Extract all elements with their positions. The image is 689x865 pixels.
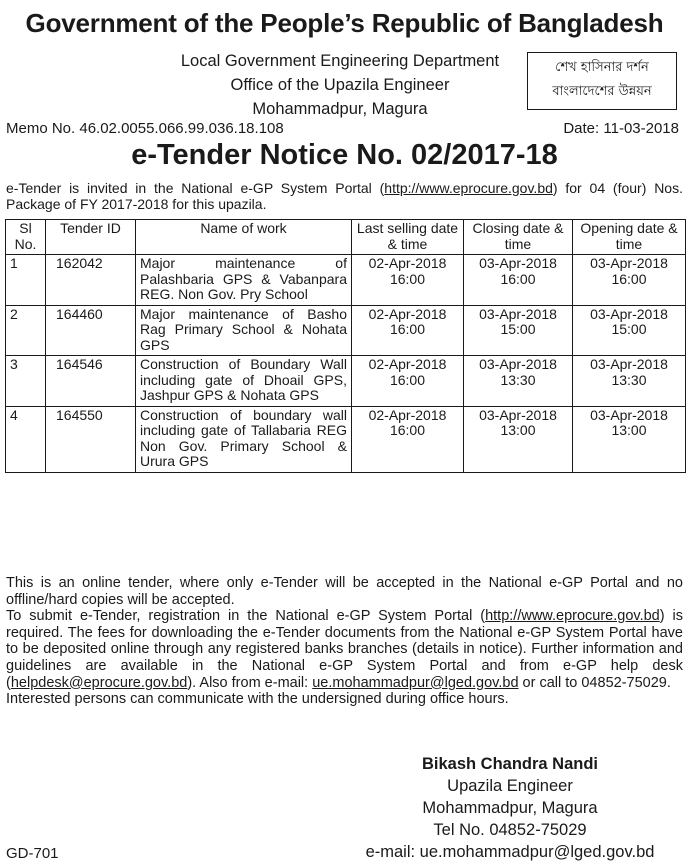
table-row [6, 255, 686, 306]
notice-date [563, 120, 679, 137]
email-label: e-mail: [365, 843, 416, 861]
cell-work: Construction of boundary wall including gate of Tallabaria REG Non Gov. Primary School & Urura GPS [136, 406, 352, 472]
cell-closing: 03-Apr-2018 15:00 [464, 305, 573, 356]
intro-text-before: e-Tender is invited in the National e-GP System Portal ( [6, 180, 385, 196]
intro-paragraph [6, 180, 683, 212]
table-row [6, 356, 686, 407]
motto-box [527, 52, 677, 110]
egp-portal-link[interactable]: http://www.eprocure.gov.bd [384, 180, 553, 196]
date-label: Date: [563, 120, 600, 137]
table-header-row [6, 220, 686, 255]
memo-label: Memo No. [6, 120, 76, 137]
col-header-tender-id: Tender ID [46, 220, 136, 255]
online-only-paragraph: This is an online tender, where only e-Tender will be accepted in the National e-GP Portal and no offline/hard copies will be accepted. [6, 575, 683, 608]
cell-last-selling: 02-Apr-2018 16:00 [352, 255, 464, 306]
registration-text-4: or call to 04852-75029. [518, 674, 671, 691]
motto-line-2: বাংলাদেশের উন্নয়ন [552, 84, 652, 99]
document-title: Government of the People’s Republic of Bangladesh [25, 8, 664, 38]
department-name: Local Government Engineering Department [180, 52, 500, 70]
signatory-designation: Upazila Engineer [447, 777, 573, 795]
contact-paragraph: Interested persons can communicate with the undersigned during office hours. [6, 691, 509, 708]
col-header-work: Name of work [136, 220, 352, 255]
registration-text-2: ) is required. The fees for downloading the e-Tender documents from the National e-GP System Portal have to be deposited online through any registered banks branches (details in notice). Further information and guidelines are available in the National e-GP System Portal and from e-GP help desk ( [6, 608, 683, 691]
cell-sl: 4 [6, 406, 46, 472]
cell-sl: 1 [6, 255, 46, 306]
table-row [6, 406, 686, 472]
registration-text-3: ). Also from e-mail: [187, 674, 313, 691]
signatory-tel: Tel No. 04852-75029 [433, 821, 587, 839]
memo-number [6, 120, 284, 137]
table-row [6, 305, 686, 356]
cell-last-selling: 02-Apr-2018 16:00 [352, 406, 464, 472]
cell-closing: 03-Apr-2018 13:00 [464, 406, 573, 472]
col-header-last-selling: Last selling date & time [352, 220, 464, 255]
cell-tender-id: 164550 [46, 406, 136, 472]
cell-opening: 03-Apr-2018 15:00 [573, 305, 686, 356]
office-name: Office of the Upazila Engineer [230, 76, 450, 94]
office-location: Mohammadpur, Magura [252, 100, 428, 118]
notice-body [6, 575, 683, 708]
cell-tender-id: 164546 [46, 356, 136, 407]
cell-closing: 03-Apr-2018 16:00 [464, 255, 573, 306]
signatory-location: Mohammadpur, Magura [422, 799, 598, 817]
office-email-link[interactable]: ue.mohammadpur@lged.gov.bd [312, 674, 519, 691]
col-header-opening: Opening date & time [573, 220, 686, 255]
cell-work: Construction of Boundary Wall including gate of Dhoail GPS, Jashpur GPS & Nohata GPS [136, 356, 352, 407]
notice-title: e-Tender Notice No. 02/2017-18 [131, 139, 558, 171]
memo-value: 46.02.0055.066.99.036.18.108 [79, 120, 284, 137]
col-header-closing: Closing date & time [464, 220, 573, 255]
issuing-office [140, 49, 540, 121]
signatory-email-address[interactable]: ue.mohammadpur@lged.gov.bd [419, 843, 655, 861]
cell-opening: 03-Apr-2018 16:00 [573, 255, 686, 306]
motto-line-1: শেখ হাসিনার দর্শন [555, 60, 649, 75]
cell-last-selling: 02-Apr-2018 16:00 [352, 356, 464, 407]
cell-tender-id: 162042 [46, 255, 136, 306]
cell-last-selling: 02-Apr-2018 16:00 [352, 305, 464, 356]
cell-tender-id: 164460 [46, 305, 136, 356]
cell-sl: 2 [6, 305, 46, 356]
registration-text-1: To submit e-Tender, registration in the National e-GP System Portal ( [6, 608, 486, 625]
document-code: GD-701 [6, 845, 59, 862]
cell-work: Major maintenance of Basho Rag Primary School & Nohata GPS [136, 305, 352, 356]
signatory-email [360, 841, 660, 863]
intro-text-after: ) for 04 (four) Nos. Package of FY 2017-2018 for this upazila. [6, 180, 683, 212]
cell-sl: 3 [6, 356, 46, 407]
cell-opening: 03-Apr-2018 13:00 [573, 406, 686, 472]
helpdesk-email-link[interactable]: helpdesk@eprocure.gov.bd [10, 674, 188, 691]
date-value: 11-03-2018 [603, 120, 679, 137]
egp-portal-link-2[interactable]: http://www.eprocure.gov.bd [485, 608, 660, 625]
col-header-sl: Sl No. [6, 220, 46, 255]
registration-paragraph [6, 608, 683, 691]
cell-closing: 03-Apr-2018 13:30 [464, 356, 573, 407]
cell-work: Major maintenance of Palashbaria GPS & Vabanpara REG. Non Gov. Pry School [136, 255, 352, 306]
tender-table [5, 219, 686, 473]
signature-block [360, 753, 660, 863]
cell-opening: 03-Apr-2018 13:30 [573, 356, 686, 407]
signatory-name: Bikash Chandra Nandi [421, 755, 599, 773]
